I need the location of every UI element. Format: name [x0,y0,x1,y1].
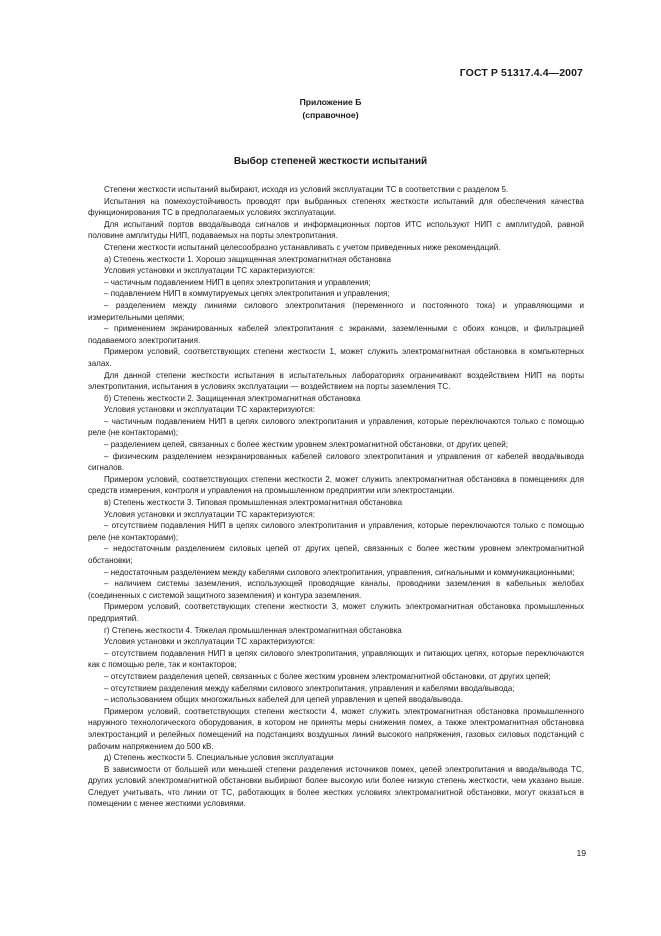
annex-title: Приложение Б [299,97,362,107]
paragraph: – недостаточным разделением между кабелями силового электропитания, управления, сигнальными и коммуникационными; [104,567,575,577]
paragraph: Условия установки и эксплуатации ТС характеризуются: [104,405,316,415]
page-number: 19 [576,848,586,858]
paragraph: а) Степень жесткости 1. Хорошо защищенная электромагнитная обстановка [104,254,392,264]
paragraph: – использованием общих многожильных кабелей для цепей управления и цепей ввода/вывода. [104,695,463,705]
paragraph: – частичным подавлением НИП в цепях силового электропитания и управления, которые переключаются только с помощью реле (не контакторами); [88,416,584,438]
paragraph: г) Степень жесткости 4. Тяжелая промышленная электромагнитная обстановка [104,625,402,635]
paragraph: – подавлением НИП в коммутируемых цепях электропитания и управления; [104,289,390,299]
paragraph: – наличием системы заземления, использующей проводящие каналы, проводники заземления в кабельных желобах (соединенных с системой защитного заземления) и контура заземления. [88,579,584,600]
paragraph: Испытания на помехоустойчивость проводят при выбранных степенях жесткости испытаний для обеспечения качества функционирования ТС в предполагаемых условиях эксплуатации. [88,196,584,218]
paragraph: Примером условий, соответствующих степени жесткости 1, может служить электромагнитная обстановка в компьютерных залах. [88,347,584,368]
paragraph: б) Степень жесткости 2. Защищенная электромагнитная обстановка [104,393,361,403]
paragraph: Степени жесткости испытаний целесообразно устанавливать с учетом приведенных ниже рекомендаций. [104,242,501,252]
paragraph: Для испытаний портов ввода/вывода сигналов и информационных портов ИТС используют НИП с амплитудой, равной половине амплитуды НИП, подаваемых на порты электропитания. [88,219,584,241]
paragraph: Примером условий, соответствующих степени жесткости 3, может служить электромагнитная обстановка промышленных предприятий. [88,602,584,623]
annex-heading [0,96,661,122]
paragraph: Степени жесткости испытаний выбирают, исходя из условий эксплуатации ТС в соответствии с разделом 5. [104,185,509,194]
paragraph: – разделением между линиями силового электропитания (переменного и постоянного тока) и управляющими и измерительными цепями; [88,300,584,322]
body-text [88,184,584,810]
paragraph: – физическим разделением неэкранированных кабелей силового электропитания и управления от кабелей ввода/вывода сигналов. [88,451,584,473]
paragraph: в) Степень жесткости 3. Типовая промышленная электромагнитная обстановка [104,498,403,508]
paragraph: В зависимости от большей или меньшей степени разделения источников помех, цепей электропитания и ввода/вывода ТС, других условий электромагнитной обстановки выбирают более высокую или более низкую степень жесткости, чем указано выше. Следует учитывать, что линии от ТС, работающих в более жестких условиях электромагнитной обстановки, могут оказаться в помещении с менее жесткими условиями. [88,764,584,809]
paragraph: Условия установки и эксплуатации ТС характеризуются: [104,509,316,519]
paragraph: – отсутствием разделения цепей, связанных с более жестким уровнем электромагнитной обстановки, от других цепей; [104,671,551,681]
paragraph: – недостаточным разделением силовых цепей от других цепей, связанных с более жестким уровнем электромагнитной обстановки; [88,544,584,565]
paragraph: – применением экранированных кабелей электропитания с экранами, заземленными с обоих концов, и фильтрацией подаваемого электропитания. [88,324,584,345]
paragraph: – отсутствием подавления НИП в цепях силового электропитания и управления, которые переключаются только с помощью реле (не контакторами); [88,521,584,542]
paragraph: Условия установки и эксплуатации ТС характеризуются: [104,637,316,647]
paragraph: Для данной степени жесткости испытания в испытательных лабораториях ограничивают воздействием НИП на порты электропитания, испытания в условиях эксплуатации — воздействием на порты заземления ТС. [88,370,584,392]
paragraph: д) Степень жесткости 5. Специальные условия эксплуатации [104,753,334,763]
standard-number: ГОСТ Р 51317.4.4—2007 [459,67,583,79]
section-title: Выбор степеней жесткости испытаний [233,156,428,167]
paragraph: – отсутствием разделения между кабелями силового электропитания, управления и кабелями ввода/вывода; [104,683,515,693]
paragraph: Примером условий, соответствующих степени жесткости 4, может служить электромагнитная обстановка промышленного наружного технологического оборудования, в котором не приняты меры снижения помех, а также электромагнитная обстановка электростанций и релейных помещений на подстанциях воздушных линий высокого напряжения, газовых силовых подстанций с рабочим напряжением до 500 кВ. [88,706,584,751]
paragraph: Примером условий, соответствующих степени жесткости 2, может служить электромагнитная обстановка в помещениях для средств измерения, контроля и управления на промышленном предприятии или электростанции. [88,474,584,496]
paragraph: – разделением цепей, связанных с более жестким уровнем электромагнитной обстановки, от других цепей; [104,440,508,450]
annex-note: (справочное) [302,110,359,120]
paragraph: – частичным подавлением НИП в цепях электропитания и управления; [104,277,371,287]
paragraph: – отсутствием подавления НИП в цепях силового электропитания, управляющих и питающих цепях, которые переключаются как с помощью реле, так и контакторов; [88,648,584,670]
paragraph: Условия установки и эксплуатации ТС характеризуются: [104,266,316,276]
